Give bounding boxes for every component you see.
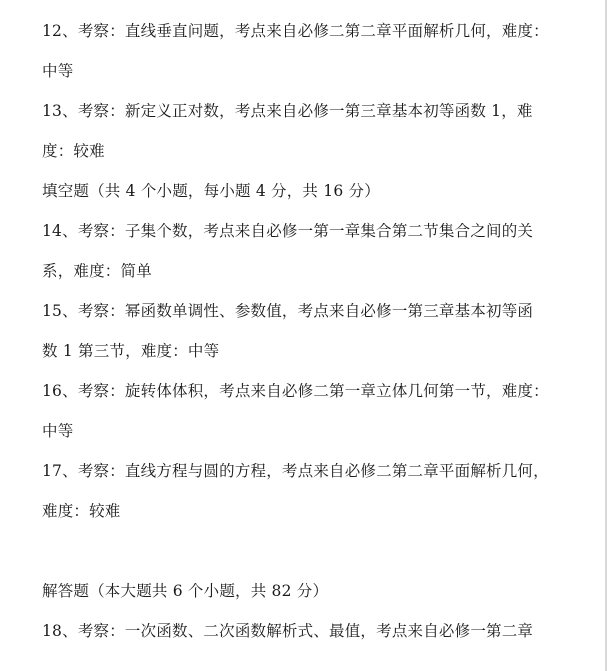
text-line-q13-cont: 度：较难 [42,142,105,160]
text-line-q15-cont: 数 1 第三节，难度：中等 [42,342,220,360]
text-line-q14-cont: 系，难度：简单 [42,262,152,280]
text-line-q16-cont: 中等 [42,422,74,440]
text-line-q12: 12、考察：直线垂直问题，考点来自必修二第二章平面解析几何，难度： [42,22,549,40]
text-line-q17-cont: 难度：较难 [42,502,121,520]
text-line-q14: 14、考察：子集个数，考点来自必修一第一章集合第二节集合之间的关 [42,222,534,240]
text-line-q15: 15、考察：幂函数单调性、参数值，考点来自必修一第三章基本初等函 [42,302,534,320]
text-line-q18: 18、考察：一次函数、二次函数解析式、最值，考点来自必修一第二章 [42,622,534,640]
text-line-q17: 17、考察：直线方程与圆的方程，考点来自必修二第二章平面解析几何， [42,462,549,480]
text-line-q16: 16、考察：旋转体体积，考点来自必修二第一章立体几何第一节，难度： [42,382,549,400]
text-line-q12-cont: 中等 [42,62,74,80]
text-line-q13: 13、考察：新定义正对数，考点来自必修一第三章基本初等函数 1，难 [42,102,533,120]
section-heading-fill-blank: 填空题（共 4 个小题，每小题 4 分，共 16 分） [42,182,380,200]
section-heading-solution: 解答题（本大题共 6 个小题，共 82 分） [42,582,329,600]
